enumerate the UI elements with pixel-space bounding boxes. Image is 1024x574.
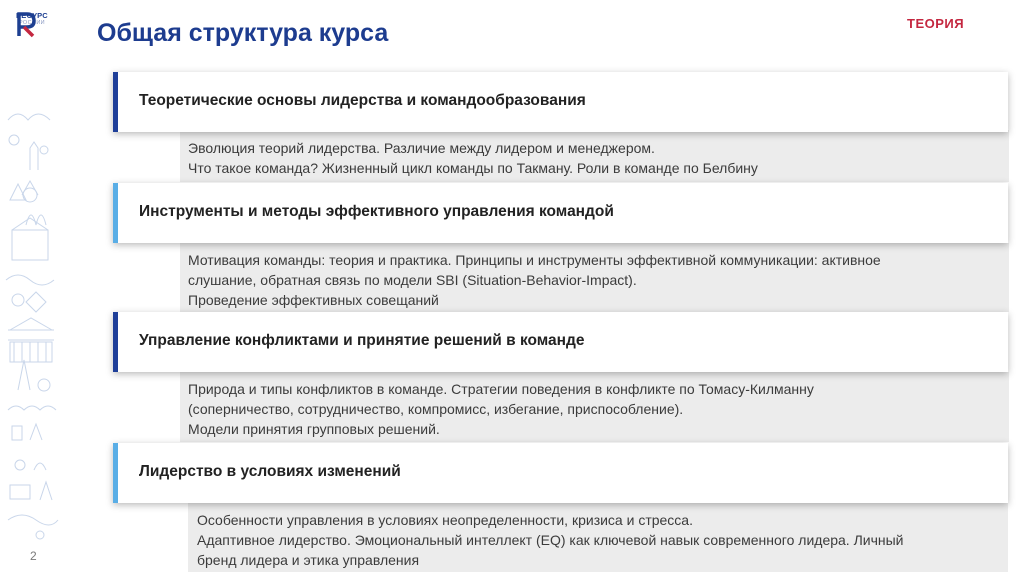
section-3-title: Управление конфликтами и принятие решений в команде: [139, 332, 585, 349]
logo-mark-icon: [10, 10, 40, 38]
section-1-title: Теоретические основы лидерства и командообразования: [139, 92, 586, 109]
section-1-header: [113, 72, 1008, 132]
section-3-accent-bar: [113, 312, 118, 372]
section-3-details: Природа и типы конфликтов в команде. Стратегии поведения в конфликте по Томасу-Килманну (соперничество, сотрудничество, компромисс, избегание, приспособление). Модели принятия групповых решений.: [180, 372, 1009, 442]
section-4-header: [113, 443, 1008, 503]
section-4-accent-bar: [113, 443, 118, 503]
section-4-title: Лидерство в условиях изменений: [139, 463, 401, 480]
logo-subtitle: РОССИИ: [18, 20, 46, 26]
section-2-header: [113, 183, 1008, 243]
city-illustration: [0, 0, 62, 574]
section-2-accent-bar: [113, 183, 118, 243]
section-1-details: Эволюция теорий лидерства. Различие между лидером и менеджером. Что такое команда? Жизненный цикл команды по Такману. Роли в команде по Белбину: [180, 130, 1009, 182]
section-3-header: [113, 312, 1008, 372]
page-title: Общая структура курса: [97, 19, 389, 47]
section-badge: ТЕОРИЯ: [907, 16, 965, 31]
section-2-title: Инструменты и методы эффективного управления командой: [139, 203, 614, 220]
logo: [10, 10, 54, 26]
section-2-details: Мотивация команды: теория и практика. Принципы и инструменты эффективной коммуникации: активное слушание, обратная связь по модели SBI (Situation-Behavior-Impact). Проведение эффективных совещаний: [180, 243, 1009, 312]
logo-name: РЕСУРС: [15, 11, 49, 20]
section-1-accent-bar: [113, 72, 118, 132]
section-4-details: Особенности управления в условиях неопределенности, кризиса и стресса. Адаптивное лидерство. Эмоциональный интеллект (EQ) как ключевой навык современного лидера. Личный бренд лидера и этика управления: [188, 502, 1008, 572]
decorative-sidebar: [0, 0, 62, 574]
page-number: 2: [30, 549, 37, 563]
